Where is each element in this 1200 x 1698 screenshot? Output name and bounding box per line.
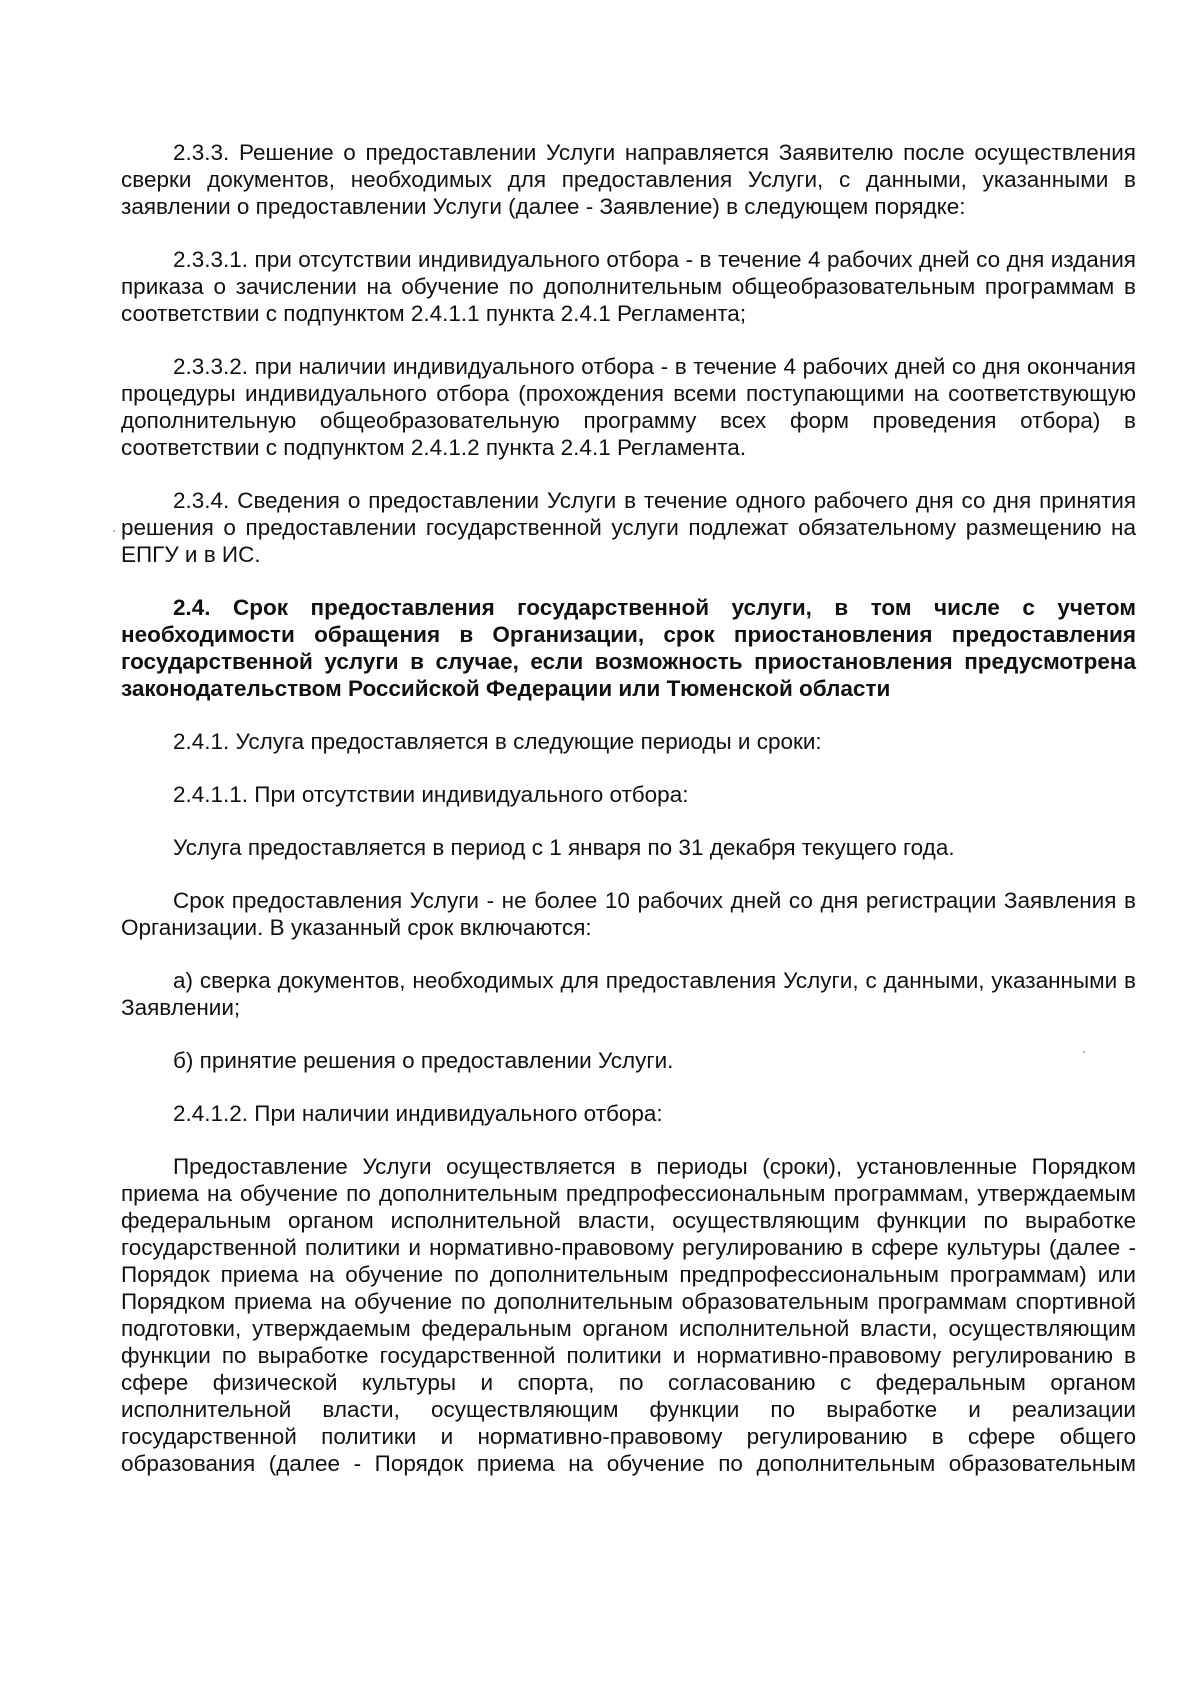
section-heading-2-4: 2.4. Срок предоставления государственной услуги, в том числе с учетом необходимости обращения в Организации, срок приостановления предоставления государственной услуги в случае, если возможность приостановления предусмотрена законодательством Российской Федерации или Тюменской области [121, 595, 1136, 701]
scan-speck [1083, 1051, 1085, 1053]
list-item-a: а) сверка документов, необходимых для предоставления Услуги, с данными, указанными в Заявлении; [121, 968, 1136, 1020]
paragraph-2-3-3: 2.3.3. Решение о предоставлении Услуги направляется Заявителю после осуществления сверки документов, необходимых для предоставления Услуги, с данными, указанными в заявлении о предоставлении Услуги (далее - Заявление) в следующем порядке: [121, 140, 1136, 219]
list-item-b: б) принятие решения о предоставлении Услуги. [173, 1048, 674, 1073]
paragraph-2-4-1-2: 2.4.1.2. При наличии индивидуального отбора: [173, 1101, 663, 1126]
paragraph-2-3-3-1: 2.3.3.1. при отсутствии индивидуального отбора - в течение 4 рабочих дней со дня издания приказа о зачислении на обучение по дополнительным общеобразовательным программам в соответствии с подпунктом 2.4.1.1 пункта 2.4.1 Регламента; [121, 247, 1136, 326]
scan-speck [113, 530, 115, 532]
paragraph-2-3-3-2: 2.3.3.2. при наличии индивидуального отбора - в течение 4 рабочих дней со дня окончания процедуры индивидуального отбора (прохождения всеми поступающими на соответствующую дополнительную общеобразовательную программу всех форм проведения отбора) в соответствии с подпунктом 2.4.1.2 пункта 2.4.1 Регламента. [121, 354, 1136, 460]
paragraph-service-term: Срок предоставления Услуги - не более 10 рабочих дней со дня регистрации Заявления в Организации. В указанный срок включаются: [121, 888, 1136, 940]
paragraph-2-4-1: 2.4.1. Услуга предоставляется в следующие периоды и сроки: [173, 729, 822, 754]
paragraph-service-provision: Предоставление Услуги осуществляется в периоды (сроки), установленные Порядком приема на обучение по дополнительным предпрофессиональным программам, утверждаемым федеральным органом исполнительной власти, осуществляющим функции по выработке государственной политики и нормативно-правовому регулированию в сфере культуры (далее - Порядок приема на обучение по дополнительным предпрофессиональным программам) или Порядком приема на обучение по дополнительным образовательным программам спортивной подготовки, утверждаемым федеральным органом исполнительной власти, осуществляющим функции по выработке государственной политики и нормативно-правовому регулированию в сфере физической культуры и спорта, по согласованию с федеральным органом исполнительной власти, осуществляющим функции по выработке и реализации государственной политики и нормативно-правовому регулированию в сфере общего образования (далее - Порядок приема на обучение по дополнительным образовательным [121, 1154, 1136, 1476]
paragraph-2-4-1-1: 2.4.1.1. При отсутствии индивидуального отбора: [173, 782, 689, 807]
paragraph-2-3-4: 2.3.4. Сведения о предоставлении Услуги в течение одного рабочего дня со дня принятия решения о предоставлении государственной услуги подлежат обязательному размещению на ЕПГУ и в ИС. [121, 488, 1136, 567]
document-body [121, 139, 1136, 1477]
paragraph-service-period: Услуга предоставляется в период с 1 января по 31 декабря текущего года. [173, 835, 955, 860]
